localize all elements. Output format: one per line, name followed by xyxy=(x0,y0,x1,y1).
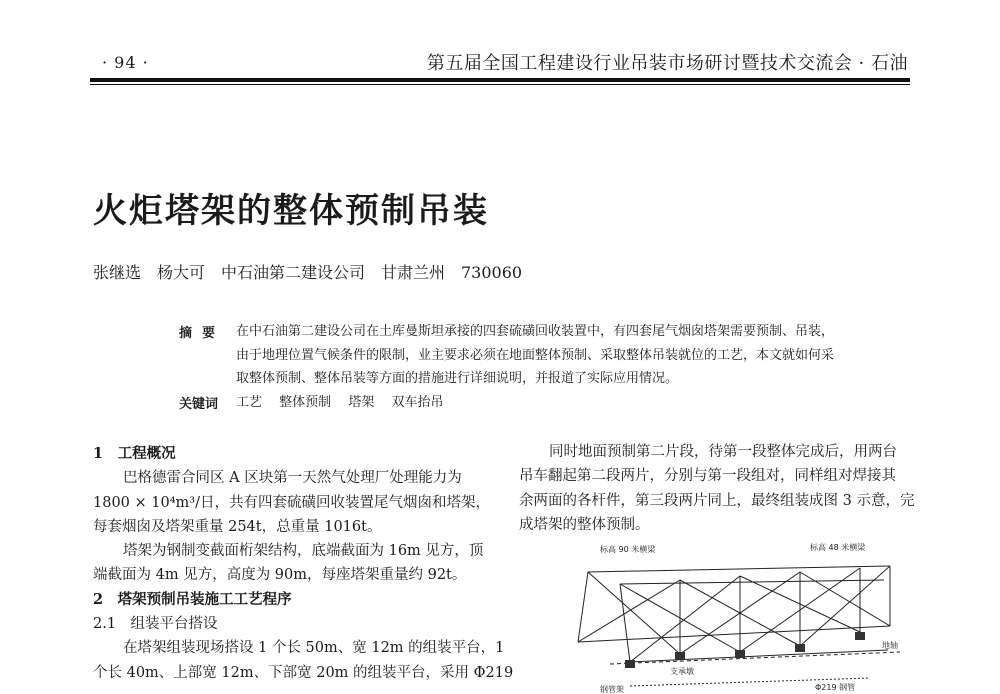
support-pier xyxy=(625,660,635,668)
keyword: 塔架 xyxy=(348,395,375,410)
figure-label-support: 支承墩 xyxy=(670,667,694,676)
author-line: 张继选 杨大可 中石油第二建设公司 甘肃兰州 730060 xyxy=(93,263,523,282)
keyword: 双车抬吊 xyxy=(391,395,444,410)
body-line: 成塔架的整体预制。 xyxy=(519,516,650,533)
support-pier xyxy=(735,650,745,658)
body-line: 巴格德雷合同区 A 区块第一天然气处理厂处理能力为 xyxy=(123,470,462,487)
section-1-heading: 1 工程概况 xyxy=(93,445,176,462)
body-line: 余两面的各杆件，第三段两片同上，最终组装成图 3 示意，完 xyxy=(519,492,915,509)
page-number: · 94 · xyxy=(102,53,149,72)
body-line: 端截面为 4m 见方，高度为 90m，每座塔架重量约 92t。 xyxy=(93,567,467,584)
body-line: 1800 × 10⁴m³/日，共有四套硫磺回收装置尾气烟囱和塔架， xyxy=(93,494,490,511)
running-header-conference: 第五届全国工程建设行业吊装市场研讨暨技术交流会 · 石油 xyxy=(426,53,908,74)
body-line: 个长 40m、上部宽 12m、下部宽 20m 的组装平台，采用 Φ219 xyxy=(93,664,514,681)
section-2-heading: 2 塔架预制吊装施工工艺程序 xyxy=(93,590,292,608)
abstract-line: 由于地理位置气候条件的限制，业主要求必须在地面整体预制、采取整体吊装就位的工艺，本文就如何采 xyxy=(236,347,835,363)
truss-bottom-chord-inner xyxy=(630,650,888,662)
support-pier xyxy=(795,644,805,652)
header-rule-thin xyxy=(90,84,910,85)
abstract-line: 取整体预制、整体吊装等方面的措施进行详细说明，并报道了实际应用情况。 xyxy=(236,371,679,386)
body-line: 在塔架组装现场搭设 1 个长 50m、宽 12m 的组装平台，1 xyxy=(123,640,505,657)
body-line: 同时地面预制第二片段，待第一段整体完成后，用两台 xyxy=(549,444,897,460)
right-column xyxy=(519,440,919,537)
support-pier xyxy=(855,632,865,640)
keywords-label: 关键词 xyxy=(179,397,219,412)
left-column xyxy=(93,442,514,685)
tower-truss-figure xyxy=(570,540,910,694)
header-rule-thick xyxy=(90,78,910,82)
abstract-label: 摘要 xyxy=(179,326,226,341)
figure-label-pipe: Φ219 钢管 xyxy=(815,683,856,692)
body-line: 吊车翻起第二段两片，分别与第一段组对，同样组对焊接其 xyxy=(519,468,896,485)
keyword: 整体预制 xyxy=(279,395,332,410)
abstract-line: 在中石油第二建设公司在土库曼斯坦承接的四套硫磺回收装置中，有四套尾气烟囱塔架需要预制、吊装， xyxy=(236,324,835,339)
figure-label-top-right: 标高 48 米横梁 xyxy=(810,543,866,552)
keywords-list xyxy=(236,391,456,410)
body-line: 塔架为钢制变截面桁架结构，底端截面为 16m 见方，顶 xyxy=(123,543,484,560)
body-line: 每套烟囱及塔架重量 254t，总重量 1016t。 xyxy=(93,518,382,535)
section-2-1-heading: 2.1 组装平台搭设 xyxy=(93,616,218,633)
keyword: 工艺 xyxy=(236,395,263,410)
figure-label-top-left: 标高 90 米横梁 xyxy=(600,545,656,554)
figure-label-ground: 地轴 xyxy=(882,641,898,650)
truss-bottom-chord xyxy=(578,626,890,642)
truss-top-chord xyxy=(588,566,890,572)
abstract-text xyxy=(236,320,876,391)
figure-label-bottom: 钢管架 xyxy=(600,685,624,694)
support-pier xyxy=(675,652,685,660)
paper-title: 火炬塔架的整体预制吊装 xyxy=(93,191,489,231)
